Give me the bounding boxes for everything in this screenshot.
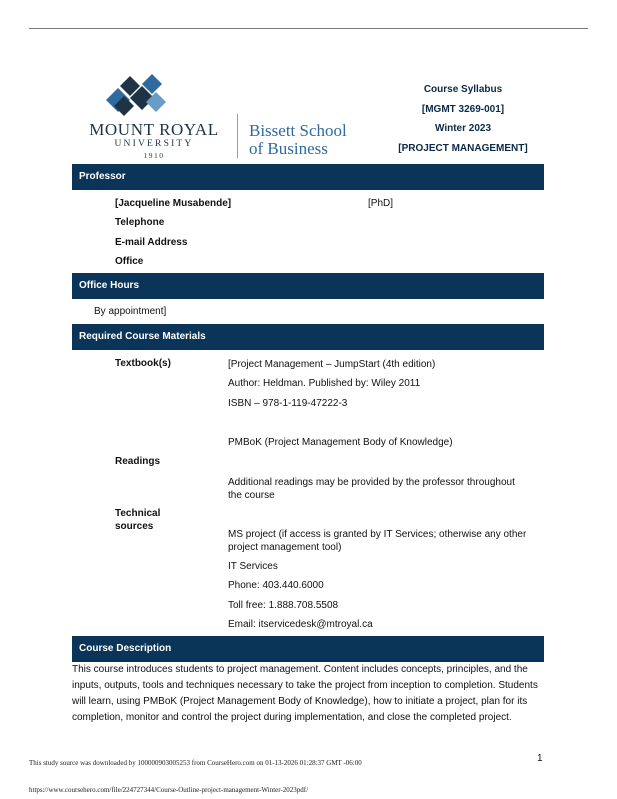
school-name (249, 122, 379, 158)
ms-project-text: MS project (if access is granted by IT Services; otherwise any other project management tool) (228, 529, 527, 553)
textbook-author: Author: Heldman. Published by: Wiley 2011 (228, 378, 421, 389)
university-logo (76, 72, 366, 162)
technical-label-line1: Technical (115, 508, 161, 519)
school-name-line2: of Business (249, 139, 328, 158)
textbook-isbn: ISBN – 978-1-119-47222-3 (228, 398, 348, 409)
page-number: 1 (537, 753, 543, 764)
logo-divider (237, 114, 238, 158)
download-note: This study source was downloaded by 100000903005253 from CourseHero.com on 01-13-2026 01:28:37 GMT -06:00 (29, 759, 362, 767)
it-toll-free: Toll free: 1.888.708.5508 (228, 600, 339, 611)
mountain-logo-icon (106, 72, 166, 120)
section-professor: Professor (72, 164, 544, 190)
textbook-title: [Project Management – JumpStart (4th edition) (228, 359, 436, 370)
office-hours-text: By appointment] (94, 306, 167, 317)
syllabus-header (388, 80, 538, 158)
university-name: MOUNT ROYAL (89, 120, 219, 139)
course-description: This course introduces students to project management. Content includes concepts, principles, and the inputs, outputs, tools and techniques necessary to take the project from inception to completion. Students will learn, using PMBoK (Project Management Body of Knowledge), how to initiate a project, plan for its completion, monitor and control the project during implementation, and close the completed project. (72, 664, 538, 723)
textbook-label: Textbook(s) (115, 358, 171, 369)
email-label: E-mail Address (115, 237, 188, 248)
telephone-label: Telephone (115, 217, 165, 228)
top-rule (29, 28, 588, 29)
course-code: [MGMT 3269-001] (421, 103, 505, 115)
it-phone: Phone: 403.440.6000 (228, 580, 324, 591)
office-label: Office (115, 256, 144, 267)
school-name-line1: Bissett School (249, 121, 347, 140)
readings-text: Additional readings may be provided by the professor throughout the course (228, 477, 515, 501)
course-term: Winter 2023 (434, 123, 492, 134)
section-description: Course Description (72, 636, 544, 662)
professor-name: [Jacqueline Musabende] (115, 198, 232, 209)
course-name: [PROJECT MANAGEMENT] (398, 142, 528, 154)
it-services-text: IT Services (228, 561, 278, 572)
section-office-hours: Office Hours (72, 273, 544, 299)
source-url: https://www.coursehero.com/file/224727344/Course-Outline-project-management-Winter-2023pdf/ (29, 786, 309, 794)
it-email: Email: itservicedesk@mtroyal.ca (228, 619, 373, 630)
technical-label-line2: sources (115, 521, 154, 532)
university-subtitle: UNIVERSITY (114, 139, 194, 149)
section-materials: Required Course Materials (72, 324, 544, 350)
professor-degree: [PhD] (368, 198, 394, 209)
pmbok-text: PMBoK (Project Management Body of Knowledge) (228, 437, 453, 448)
university-year: 1910 (143, 151, 165, 160)
readings-label: Readings (115, 456, 161, 467)
syllabus-title: Course Syllabus (423, 84, 503, 95)
